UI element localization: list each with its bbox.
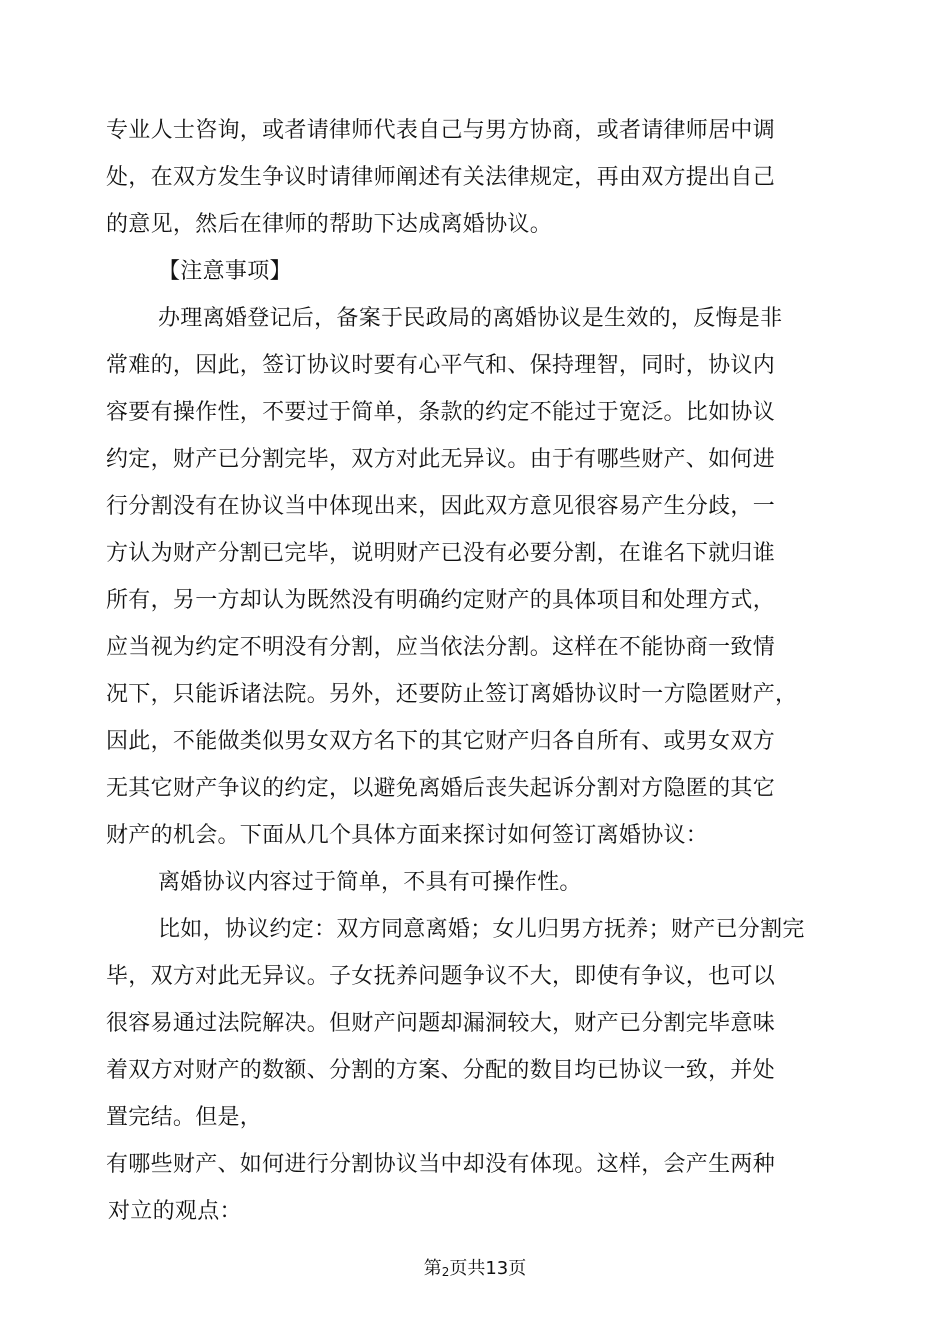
- text-line: 办理离婚登记后，备案于民政局的离婚协议是生效的，反悔是非: [158, 306, 783, 331]
- text-line: 处，在双方发生争议时请律师阐述有关法律规定，再由双方提出自己: [106, 165, 776, 190]
- text-line: 方认为财产分割已完毕，说明财产已没有必要分割，在谁名下就归谁: [106, 541, 776, 566]
- text-line: 着双方对财产的数额、分割的方案、分配的数目均已协议一致，并处: [106, 1058, 776, 1083]
- text-line: 所有，另一方却认为既然没有明确约定财产的具体项目和处理方式，: [106, 588, 776, 613]
- text-line: 无其它财产争议的约定，以避免离婚后丧失起诉分割对方隐匿的其它: [106, 776, 776, 801]
- text-line: 况下，只能诉诸法院。另外，还要防止签订离婚协议时一方隐匿财产，: [106, 682, 798, 707]
- text-line: 约定，财产已分割完毕，双方对此无异议。由于有哪些财产、如何进: [106, 447, 776, 472]
- text-line: 置完结。但是，: [106, 1105, 263, 1130]
- footer-suffix: 页: [508, 1258, 527, 1279]
- text-line: 容要有操作性，不要过于简单，条款的约定不能过于宽泛。比如协议: [106, 400, 776, 425]
- text-line: 行分割没有在协议当中体现出来，因此双方意见很容易产生分歧，一: [106, 494, 776, 519]
- text-line: 比如，协议约定：双方同意离婚；女儿归男方抚养；财产已分割完: [158, 917, 805, 942]
- text-line: 应当视为约定不明没有分割，应当依法分割。这样在不能协商一致情: [106, 635, 776, 660]
- footer-middle: 页共: [449, 1258, 486, 1279]
- text-line: 专业人士咨询，或者请律师代表自己与男方协商，或者请律师居中调: [106, 118, 776, 143]
- text-line: 的意见，然后在律师的帮助下达成离婚协议。: [106, 212, 553, 237]
- text-line: 对立的观点：: [108, 1199, 242, 1224]
- footer-prefix: 第: [423, 1258, 442, 1279]
- text-line: 因此，不能做类似男女双方名下的其它财产归各自所有、或男女双方: [106, 729, 776, 754]
- total-pages: 13: [485, 1258, 509, 1279]
- current-page-number: 2: [441, 1265, 450, 1279]
- text-line: 常难的，因此，签订协议时要有心平气和、保持理智，同时，协议内: [106, 353, 776, 378]
- text-line: 财产的机会。下面从几个具体方面来探讨如何签订离婚协议：: [106, 823, 709, 848]
- section-heading: 【注意事项】: [158, 259, 292, 284]
- text-line: 很容易通过法院解决。但财产问题却漏洞较大，财产已分割完毕意味: [106, 1011, 776, 1036]
- text-line: 毕，双方对此无异议。子女抚养问题争议不大，即使有争议，也可以: [106, 964, 776, 989]
- text-line: 有哪些财产、如何进行分割协议当中却没有体现。这样，会产生两种: [106, 1152, 776, 1177]
- text-line: 离婚协议内容过于简单，不具有可操作性。: [158, 870, 582, 895]
- page-footer: [0, 1256, 950, 1285]
